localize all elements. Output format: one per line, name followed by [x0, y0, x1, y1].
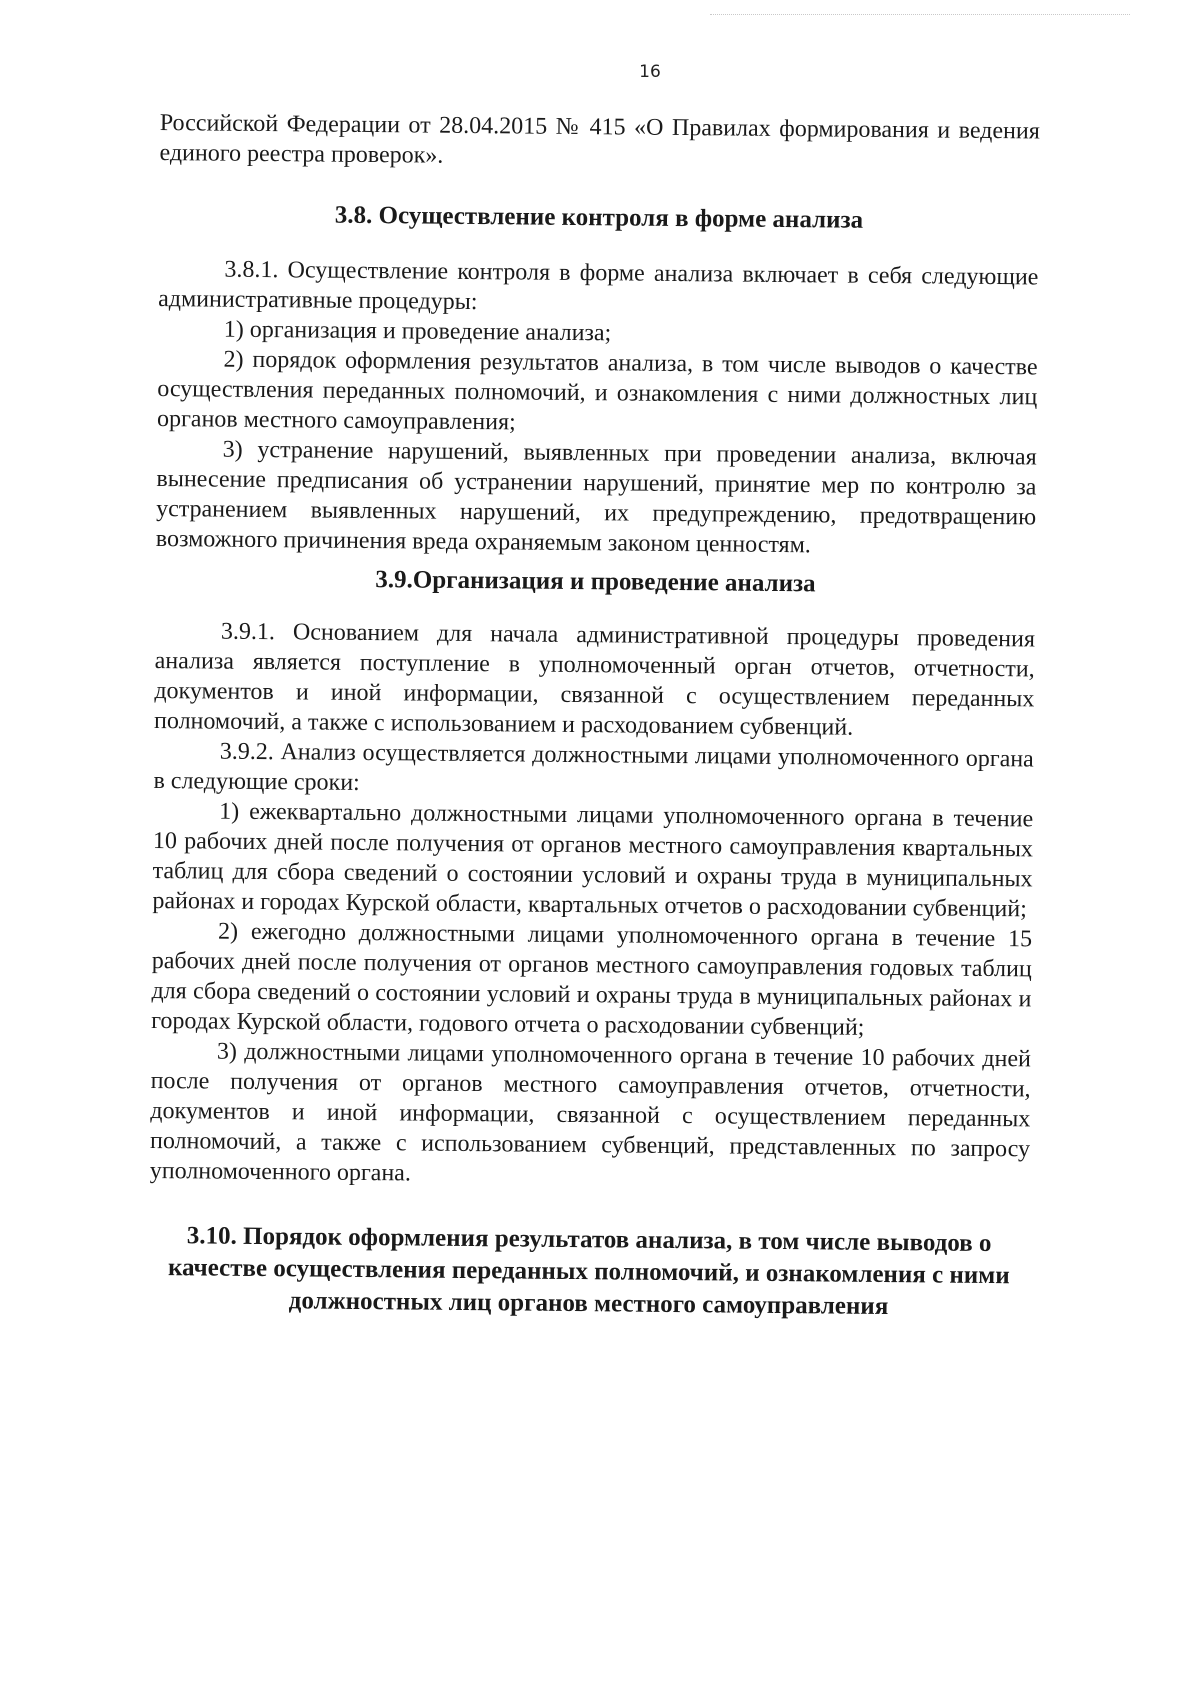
section-3-9-heading: 3.9.Организация и проведение анализа: [375, 566, 816, 598]
page-number: 16: [639, 62, 661, 82]
list-item-3-9-2-1: 1) ежеквартально должностными лицами уполномоченного органа в течение 10 рабочих дней после получения от органов местного самоуправления квартальных таблиц для сбора сведений о состоянии условий и охраны труда в муниципальных районах и городах Курской области, квартальных отчетов о расходовании субвенций;: [152, 798, 1034, 923]
list-item-3-9-2-2: 2) ежегодно должностными лицами уполномоченного органа в течение 15 рабочих дней после получения от органов местного самоуправления годовых таблиц для сбора сведений о состоянии условий и охраны труда в муниципальных районах и городах Курской области, годового отчета о расходовании субвенций;: [151, 918, 1033, 1041]
document-body: [148, 108, 1040, 1324]
paragraph-3-8-1: 3.8.1. Осуществление контроля в форме анализа включает в себя следующие административные процедуры:: [158, 256, 1039, 316]
list-item-3-8-1-1: 1) организация и проведение анализа;: [223, 316, 612, 347]
paragraph-3-9-1: 3.9.1. Основанием для начала административной процедуры проведения анализа является поступление в уполномоченный орган отчетов, отчетности, документов и иной информации, связанной с осуществлением переданных полномочий, а также с использованием и расходованием субвенций.: [153, 618, 1036, 741]
paragraph-3-9-2: 3.9.2. Анализ осуществляется должностными лицами уполномоченного органа в следующие сроки:: [153, 738, 1034, 796]
section-3-8-heading: 3.8. Осуществление контроля в форме анализа: [334, 201, 864, 234]
scan-artifact: [710, 0, 1130, 15]
section-3-10-heading: 3.10. Порядок оформления результатов анализа, в том числе выводов о качестве осуществления переданных полномочий, и ознакомления с ними должностных лиц органов местного самоуправления: [167, 1222, 1010, 1321]
list-item-3-8-1-2: 2) порядок оформления результатов анализа, в том числе выводов о качестве осуществления переданных полномочий, и ознакомления с ними должностных лиц органов местного самоуправления;: [156, 346, 1038, 436]
intro-paragraph: Российской Федерации от 28.04.2015 № 415 «О Правилах формирования и ведения единого реестра проверок».: [159, 109, 1040, 169]
list-item-3-9-2-3: 3) должностными лицами уполномоченного органа в течение 10 рабочих дней после получения от органов местного самоуправления отчетов, отчетности, документов и иной информации, связанной с осуществлением переданных полномочий, а также с использованием субвенций, представленных по запросу уполномоченного органа.: [149, 1038, 1032, 1187]
list-item-3-8-1-3: 3) устранение нарушений, выявленных при проведении анализа, включая вынесение предписания об устранении нарушений, принятие мер по контролю за устранением выявленных нарушений, их предупреждению, предотвращению возможного причинения вреда охраняемым законом ценностям.: [155, 436, 1037, 559]
